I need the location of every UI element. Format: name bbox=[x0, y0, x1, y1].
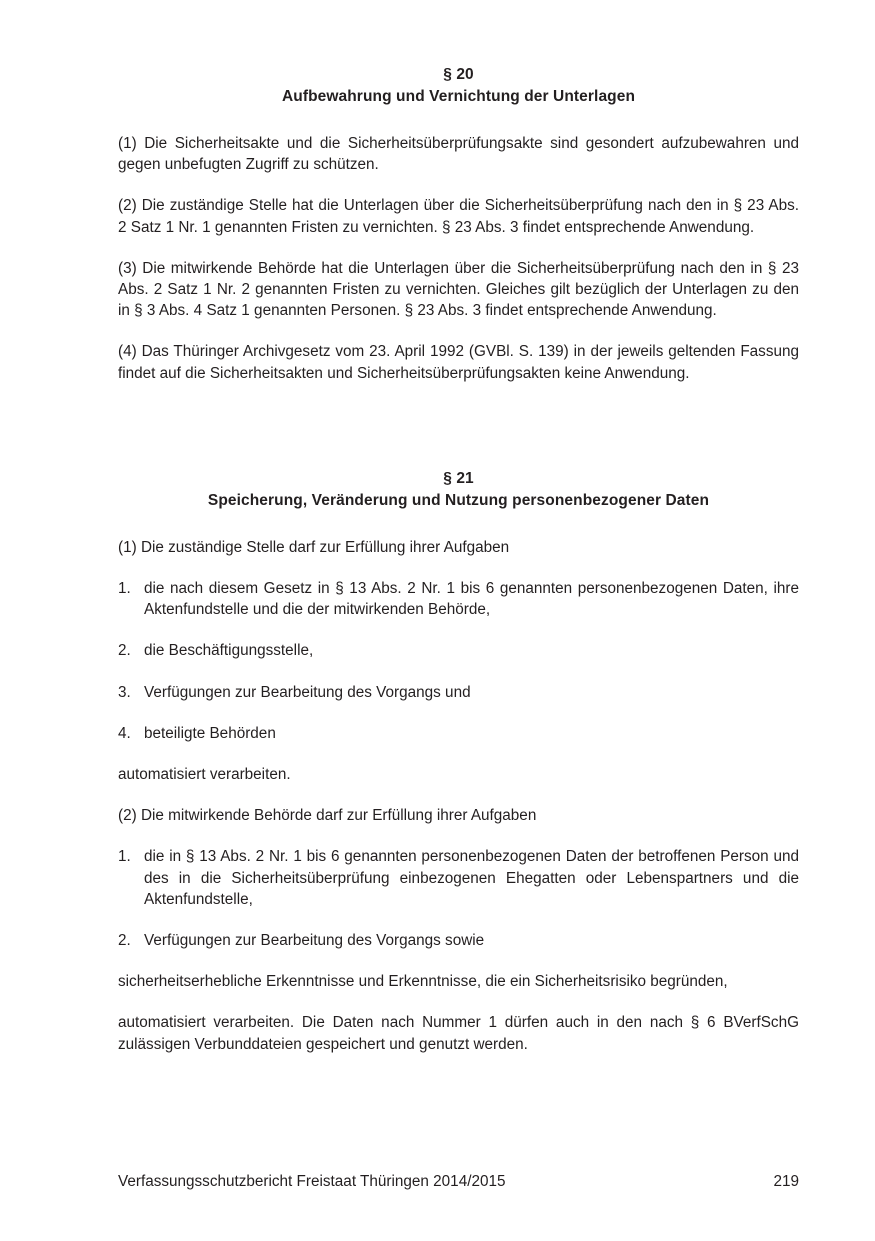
page-content bbox=[118, 64, 799, 1055]
list-item-marker: 3. bbox=[118, 683, 131, 701]
section-21-subsection-1-closing: automatisiert verarbeiten. bbox=[118, 766, 291, 784]
spacer bbox=[118, 175, 799, 195]
section-20-number: § 20 bbox=[443, 66, 474, 83]
section-21-title: Speicherung, Veränderung und Nutzung personenbezogener Daten bbox=[207, 491, 710, 509]
spacer bbox=[118, 785, 799, 805]
section-21-number: § 21 bbox=[443, 469, 474, 487]
list-item-marker: 2. bbox=[118, 932, 131, 950]
spacer-between-sections bbox=[118, 384, 799, 468]
section-20-paragraph-2: (2) Die zuständige Stelle hat die Unterlagen über die Sicherheitsüberprüfung nach den in § 23 Abs. 2 Satz 1 Nr. 1 genannten Fristen zu vernichten. § 23 Abs. 3 findet entsprechende Anwendung. bbox=[118, 197, 799, 236]
list-item-text: die Beschäftigungsstelle, bbox=[144, 642, 314, 660]
list-item bbox=[118, 640, 799, 661]
spacer bbox=[118, 321, 799, 341]
list-item-text: die nach diesem Gesetz in § 13 Abs. 2 Nr. 1 bis 6 genannten personenbezogenen Daten, ihre Aktenfundstelle und die der mitwirkenden Behörde, bbox=[144, 580, 799, 619]
list-item bbox=[118, 723, 799, 744]
spacer bbox=[118, 107, 799, 133]
spacer bbox=[118, 951, 799, 971]
list-item bbox=[118, 846, 799, 910]
list-item-marker: 2. bbox=[118, 642, 131, 660]
list-item-text: beteiligte Behörden bbox=[144, 724, 276, 742]
section-20-title: Aufbewahrung und Vernichtung der Unterlagen bbox=[281, 88, 636, 105]
spacer bbox=[118, 558, 799, 578]
spacer bbox=[118, 703, 799, 723]
spacer bbox=[118, 910, 799, 930]
footer-page-number: 219 bbox=[773, 1173, 799, 1190]
section-21-subsection-2-closing: automatisiert verarbeiten. Die Daten nach Nummer 1 dürfen auch in den nach § 6 BVerfSchG zulässigen Verbunddateien gespeichert und genutzt werden. bbox=[118, 1014, 799, 1053]
section-21-subsection-2-intro: (2) Die mitwirkende Behörde darf zur Erfüllung ihrer Aufgaben bbox=[118, 807, 537, 825]
section-20-paragraph-3: (3) Die mitwirkende Behörde hat die Unterlagen über die Sicherheitsüberprüfung nach den in § 23 Abs. 2 Satz 1 Nr. 2 genannten Fristen zu vernichten. Gleiches gilt bezüglich der Unterlagen zu den in § 3 Abs. 4 Satz 1 genannten Personen. § 23 Abs. 3 findet entsprechende Anwendung. bbox=[118, 259, 799, 320]
list-item-marker: 1. bbox=[118, 848, 131, 866]
list-item bbox=[118, 930, 799, 951]
spacer bbox=[118, 744, 799, 764]
list-item-text: die in § 13 Abs. 2 Nr. 1 bis 6 genannten personenbezogenen Daten der betroffenen Person und des in die Sicherheitsüberprüfung einbezogenen Ehegatten oder Lebenspartners und die Aktenfundstelle, bbox=[144, 848, 799, 908]
section-20-paragraph-1: (1) Die Sicherheitsakte und die Sicherheitsüberprüfungsakte sind gesondert aufzubewahren und gegen unbefugten Zugriff zu schützen. bbox=[118, 135, 799, 174]
section-21-subsection-2-continuation: sicherheitserhebliche Erkenntnisse und Erkenntnisse, die ein Sicherheitsrisiko begründen, bbox=[118, 973, 728, 991]
spacer bbox=[118, 992, 799, 1012]
section-21-subsection-1-intro: (1) Die zuständige Stelle darf zur Erfüllung ihrer Aufgaben bbox=[118, 538, 510, 556]
section-20-paragraph-4: (4) Das Thüringer Archivgesetz vom 23. April 1992 (GVBl. S. 139) in der jeweils geltenden Fassung findet auf die Sicherheitsakten und Sicherheitsüberprüfungsakten keine Anwendung. bbox=[118, 343, 799, 382]
list-item-marker: 4. bbox=[118, 724, 131, 742]
footer-document-title: Verfassungsschutzbericht Freistaat Thüringen 2014/2015 bbox=[118, 1173, 506, 1190]
list-item-marker: 1. bbox=[118, 580, 131, 598]
list-item-text: Verfügungen zur Bearbeitung des Vorgangs sowie bbox=[144, 932, 485, 950]
list-item bbox=[118, 578, 799, 620]
spacer bbox=[118, 620, 799, 640]
list-item-text: Verfügungen zur Bearbeitung des Vorgangs und bbox=[144, 683, 471, 701]
spacer bbox=[118, 238, 799, 258]
spacer bbox=[118, 662, 799, 682]
page-footer bbox=[118, 1172, 799, 1192]
spacer bbox=[118, 511, 799, 537]
list-item bbox=[118, 682, 799, 703]
spacer bbox=[118, 826, 799, 846]
